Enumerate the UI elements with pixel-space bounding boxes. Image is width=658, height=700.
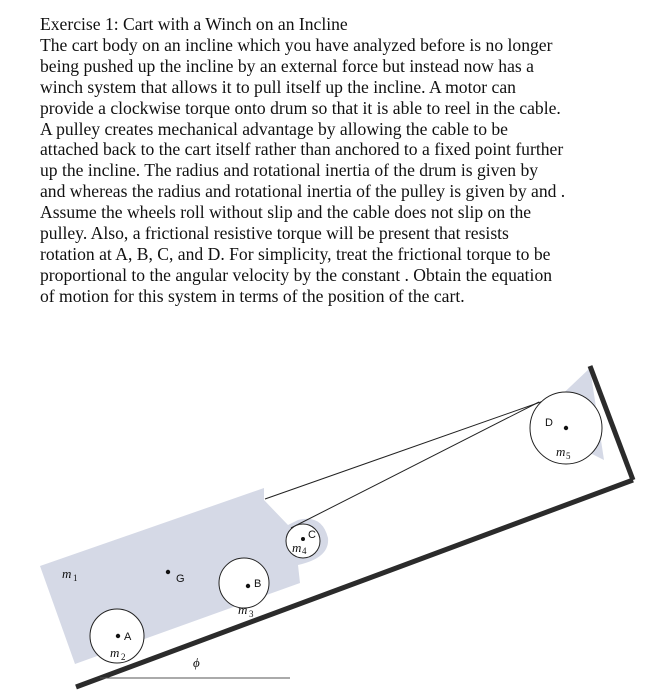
label-m4: m: [292, 540, 302, 555]
label-b: B: [254, 578, 262, 590]
body-line: provide a clockwise torque onto drum so that it is able to reel in the cable.: [40, 97, 561, 118]
label-m3: m: [238, 602, 248, 617]
label-d: D: [545, 417, 553, 429]
body-line: rotation at A, B, C, and D. For simplicity, treat the frictional torque to be: [40, 243, 551, 264]
wheel-a-center: [116, 634, 120, 638]
body-line: up the incline. The radius and rotational inertia of the drum is given by: [40, 160, 539, 181]
body-line: winch system that allows it to pull itself up the incline. A motor can: [40, 76, 516, 97]
label-m2-sub: 2: [121, 652, 126, 662]
body-line: proportional to the angular velocity by the constant . Obtain the equation: [40, 264, 553, 285]
label-phi: ϕ: [193, 655, 200, 670]
pulley-d-center: [564, 426, 568, 430]
body-line: attached back to the cart itself rather than anchored to a fixed point further: [40, 139, 564, 160]
label-m5-sub: 5: [566, 451, 571, 461]
label-m3-sub: 3: [249, 609, 254, 619]
label-m5: m: [556, 444, 566, 459]
body-line: and whereas the radius and rotational inertia of the pulley is given by and .: [40, 181, 566, 202]
center-of-mass-g: [166, 570, 170, 574]
cable-lower: [265, 398, 552, 499]
label-m4-sub: 4: [302, 546, 307, 556]
label-c: C: [308, 529, 316, 541]
problem-statement: [40, 14, 640, 307]
label-m1-sub: 1: [73, 573, 78, 583]
cart-incline-diagram: [0, 350, 658, 700]
body-line: Assume the wheels roll without slip and the cable does not slip on the: [40, 202, 532, 223]
exercise-body: [40, 35, 640, 307]
label-m1: m: [62, 566, 72, 581]
body-line: A pulley creates mechanical advantage by allowing the cable to be: [40, 118, 508, 139]
exercise-title: Exercise 1: Cart with a Winch on an Incline: [40, 14, 348, 34]
label-a: A: [124, 631, 132, 643]
wheel-b: [219, 558, 269, 608]
cable-upper: [291, 402, 539, 528]
body-line: pulley. Also, a frictional resistive torque will be present that resists: [40, 223, 509, 244]
drum-c-center: [301, 537, 305, 541]
body-line: being pushed up the incline by an external force but instead now has a: [40, 55, 534, 76]
body-line: of motion for this system in terms of the position of the cart.: [40, 285, 465, 306]
label-m2: m: [110, 645, 120, 660]
body-line: The cart body on an incline which you have analyzed before is no longer: [40, 34, 553, 55]
wheel-b-center: [246, 584, 250, 588]
label-g: G: [176, 573, 185, 585]
